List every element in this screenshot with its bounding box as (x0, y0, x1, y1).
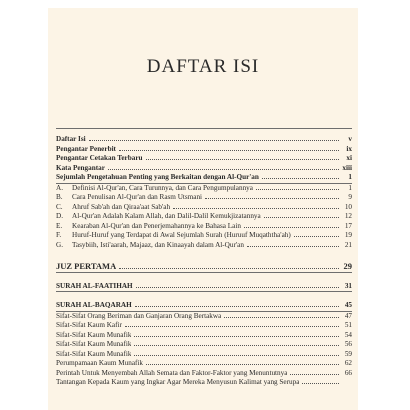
toc-entry-pengantar-penerbit[interactable]: Pengantar Penerbit ix (56, 144, 352, 153)
toc-entry-section-c[interactable]: C. Ahruf Sab'ah dan Qiraa'aat Sab'ah 10 (56, 202, 352, 211)
toc-entry-juz-pertama[interactable]: JUZ PERTAMA 29 (56, 260, 352, 271)
toc-entry-baqarah-1[interactable]: Sifat-Sifat Orang Beriman dan Ganjaran Orang Bertakwa 47 (56, 311, 352, 320)
toc-entry-baqarah-3[interactable]: Sifat-Sifat Kaum Munafik 54 (56, 330, 352, 339)
toc-entry-section-f[interactable]: F. Huruf-Huruf yang Terdapat di Awal Sejumlah Surah (Huruuf Muqaththa'ah) 19 (56, 231, 352, 240)
table-of-contents (56, 128, 352, 388)
toc-entry-baqarah-2[interactable]: Sifat-Sifat Kaum Kafir 51 (56, 321, 352, 330)
toc-entry-section-d[interactable]: D. Al-Qur'an Adalah Kalam Allah, dan Dalil-Dalil Kemukjizatannya 12 (56, 212, 352, 221)
toc-entry-daftar-isi[interactable]: Daftar Isi v (56, 135, 352, 143)
toc-entry-kata-pengantar[interactable]: Kata Pengantar xiii (56, 163, 352, 172)
toc-entry-surah-al-baqarah[interactable]: SURAH AL-BAQARAH 45 (56, 301, 352, 310)
toc-entry-baqarah-6[interactable]: Perumpamaan Kaum Munafik 62 (56, 359, 352, 368)
toc-entry-baqarah-4[interactable]: Sifat-Sifat Kaum Munafik 56 (56, 340, 352, 349)
toc-entry-baqarah-5[interactable]: Sifat-Sifat Kaum Munafik 59 (56, 349, 352, 358)
toc-entry-baqarah-8[interactable]: Tantangan Kepada Kaum yang Ingkar Agar Mereka Menyusun Kalimat yang Serupa (56, 378, 352, 388)
toc-entry-surah-al-faatihah[interactable]: SURAH AL-FAATIHAH 31 (56, 281, 352, 290)
toc-entry-sejumlah-pengetahuan[interactable]: Sejumlah Pengetahuan Penting yang Berkaitan dengan Al-Qur'an 1 (56, 173, 352, 182)
page-title: DAFTAR ISI (146, 56, 260, 77)
toc-entry-section-g[interactable]: G. Tasybiih, Isti'aarah, Majaaz, dan Kinaayah dalam Al-Qur'an 21 (56, 241, 352, 250)
book-page (48, 8, 358, 410)
toc-entry-section-b[interactable]: B. Cara Penulisan Al-Qur'an dan Rasm Utsmani 9 (56, 193, 352, 202)
toc-entry-section-a[interactable]: A. Definisi Al-Qur'an, Cara Turunnya, dan Cara Pengumpulannya 1 (56, 183, 352, 192)
toc-entry-section-e[interactable]: E. Kearaban Al-Qur'an dan Penerjemahannya ke Bahasa Lain 17 (56, 221, 352, 230)
toc-entry-baqarah-7[interactable]: Perintah Untuk Menyembah Allah Semata dan Faktor-Faktor yang Menuntutnya 66 (56, 368, 352, 377)
toc-entry-pengantar-cetakan[interactable]: Pengantar Cetakan Terbaru xi (56, 154, 352, 163)
